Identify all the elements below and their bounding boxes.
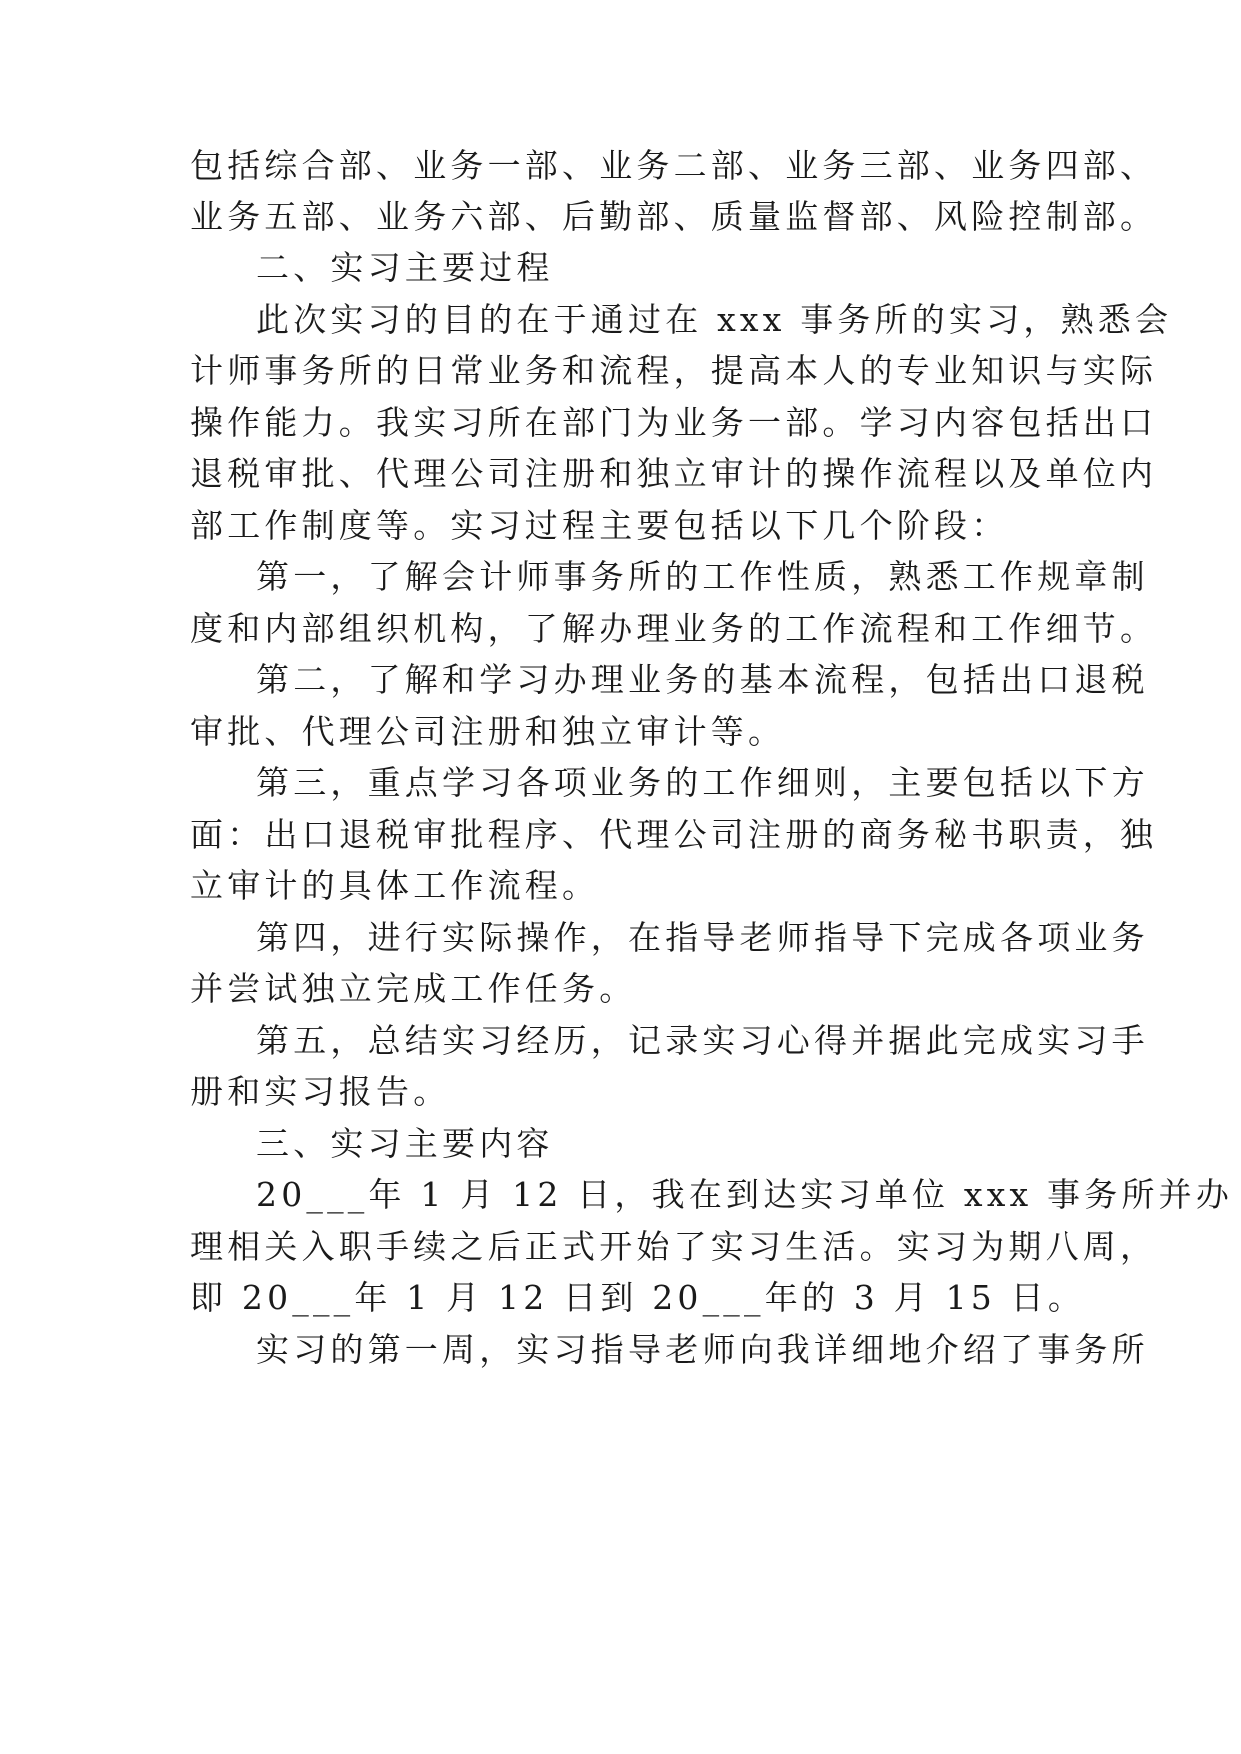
text-line: 理相关入职手续之后正式开始了实习生活。实习为期八周， [190, 1227, 1158, 1266]
text-line: 第三，重点学习各项业务的工作细则，主要包括以下方 [256, 763, 1149, 802]
text-line: 实习的第一周，实习指导老师向我详细地介绍了事务所 [256, 1330, 1149, 1369]
text-line: 此次实习的目的在于通过在 xxx 事务所的实习，熟悉会 [256, 300, 1173, 339]
text-line: 20___年 1 月 12 日，我在到达实习单位 xxx 事务所并办 [256, 1175, 1234, 1214]
text-line: 审批、代理公司注册和独立审计等。 [190, 712, 786, 751]
text-line: 并尝试独立完成工作任务。 [190, 969, 637, 1008]
text-line: 度和内部组织机构，了解办理业务的工作流程和工作细节。 [190, 609, 1158, 648]
text-line: 第五，总结实习经历，记录实习心得并据此完成实习手 [256, 1021, 1149, 1060]
text-line: 第四，进行实际操作，在指导老师指导下完成各项业务 [256, 918, 1149, 957]
text-line: 册和实习报告。 [190, 1072, 451, 1111]
text-line: 部工作制度等。实习过程主要包括以下几个阶段： [190, 506, 1009, 545]
section-heading: 二、实习主要过程 [256, 248, 554, 287]
text-line: 面：出口退税审批程序、代理公司注册的商务秘书职责，独 [190, 815, 1158, 854]
text-line: 包括综合部、业务一部、业务二部、业务三部、业务四部、 [190, 146, 1158, 185]
text-line: 业务五部、业务六部、后勤部、质量监督部、风险控制部。 [190, 197, 1158, 236]
section-heading: 三、实习主要内容 [256, 1124, 554, 1163]
text-line: 第二，了解和学习办理业务的基本流程，包括出口退税 [256, 660, 1149, 699]
text-line: 计师事务所的日常业务和流程，提高本人的专业知识与实际 [190, 351, 1158, 390]
text-line: 立审计的具体工作流程。 [190, 866, 600, 905]
text-line: 退税审批、代理公司注册和独立审计的操作流程以及单位内 [190, 454, 1158, 493]
text-line: 操作能力。我实习所在部门为业务一部。学习内容包括出口 [190, 403, 1158, 442]
text-line: 第一，了解会计师事务所的工作性质，熟悉工作规章制 [256, 557, 1149, 596]
text-line: 即 20___年 1 月 12 日到 20___年的 3 月 15 日。 [190, 1278, 1086, 1317]
